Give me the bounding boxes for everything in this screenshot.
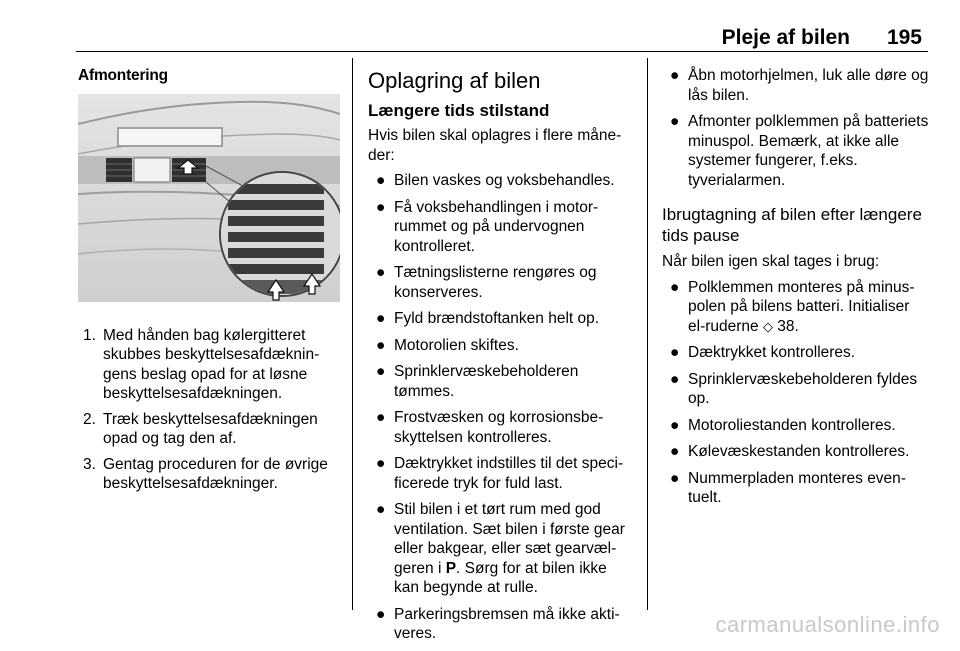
step-item: 2. Træk beskyttelsesafdækningen opad og tag den af. <box>83 410 318 447</box>
bumper-cover-removal-illustration <box>78 94 340 302</box>
page-header-title: Pleje af bilen <box>721 26 850 49</box>
header-rule <box>76 51 928 52</box>
list-item: ● Parkeringsbremsen må ikke aktiveres. <box>376 605 620 642</box>
page-number: 195 <box>886 26 922 49</box>
column-divider-right <box>647 58 648 610</box>
watermark: carmanualsonline.info <box>715 612 940 637</box>
recommission-intro: Når bilen igen skal tages i brug: <box>662 253 880 270</box>
storage-list-continued <box>662 66 930 190</box>
gear-position-p: P <box>445 559 457 577</box>
right-column <box>662 66 930 515</box>
list-item: ● Polklemmen monteres på minuspolen på bilens batteri. Initialiser el-ruderne ◇ 38. <box>670 278 915 335</box>
list-item: ● Nummerpladen monteres eventuelt. <box>670 469 906 506</box>
list-item: ● Sprinklervæskebeholderen fyldes op. <box>670 370 918 407</box>
middle-column <box>368 68 636 651</box>
list-item: ● Stil bilen i et tørt rum med god ventilation. Sæt bilen i første gear eller bakgear, eller sæt gearvælgeren i P. Sørg for at bilen ikke kan begynde at rulle. <box>376 501 625 596</box>
list-item: ● Få voksbehandlingen i motorrummet og på undervognen kontrolleret. <box>376 198 599 255</box>
list-item: ● Åbn motorhjelmen, luk alle døre og lås bilen. <box>670 67 929 104</box>
list-item: ● Motoroliestanden kontrolleres. <box>670 416 896 434</box>
page-reference-link[interactable]: 38. <box>772 317 799 335</box>
list-item: ● Sprinklervæskebeholderen tømmes. <box>376 363 579 400</box>
list-item: ● Tætningslisterne rengøres og konserveres. <box>376 264 597 301</box>
removal-heading: Afmontering <box>78 67 168 84</box>
recommission-list <box>662 278 930 508</box>
step-item: 3. Gentag proceduren for de øvrige beskyttelsesafdækninger. <box>83 455 328 492</box>
section-title: Oplagring af bilen <box>368 68 541 93</box>
removal-steps <box>78 326 340 494</box>
left-column <box>78 66 340 500</box>
list-item: ● Frostvæsken og korrosionsbeskyttelsen kontrolleres. <box>376 409 604 446</box>
page-reference-icon: ◇ <box>762 318 773 334</box>
list-item: ● Kølevæskestanden kontrolleres. <box>670 443 910 460</box>
section-subtitle: Længere tids stilstand <box>368 101 550 120</box>
storage-intro: Hvis bilen skal oplagres i flere måneder: <box>368 127 622 164</box>
column-divider-left <box>352 58 353 610</box>
step-item: 1. Med hånden bag kølergitteret skubbes beskyttelsesafdækningens beslag opad for at løsne beskyttelsesafdækningen. <box>83 326 320 402</box>
list-item: ● Dæktrykket indstilles til det specificerede tryk for fuld last. <box>376 455 624 492</box>
list-item: ● Bilen vaskes og voksbehandles. <box>376 172 615 189</box>
list-item: ● Afmonter polklemmen på batteriets minuspol. Bemærk, at ikke alle systemer fungerer, f.eks. tyverialarmen. <box>670 113 929 189</box>
storage-list <box>368 171 636 644</box>
list-item: ● Fyld brændstoftanken helt op. <box>376 310 600 327</box>
recommission-heading: Ibrugtagning af bilen efter længere tids pause <box>662 205 922 245</box>
list-item: ● Motorolien skiftes. <box>376 336 519 354</box>
list-item: ● Dæktrykket kontrolleres. <box>670 344 856 361</box>
